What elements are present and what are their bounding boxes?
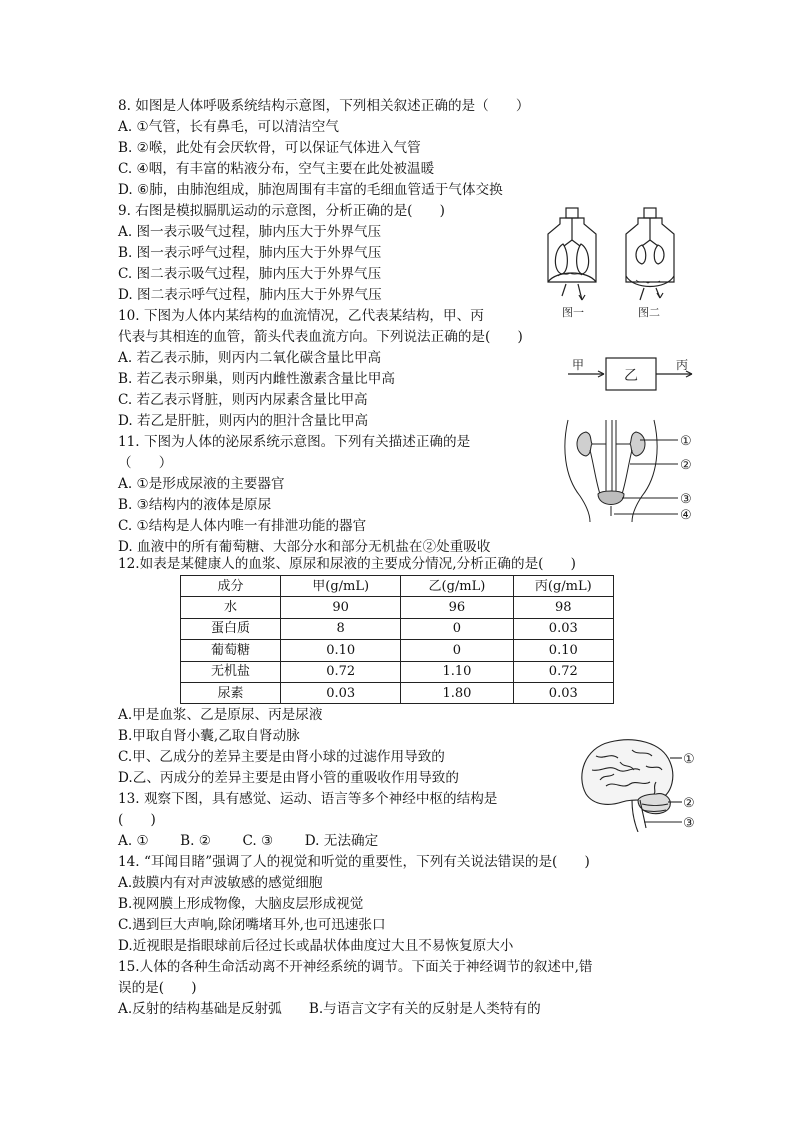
- table-cell: 0: [401, 640, 513, 661]
- q9-option-d: D. 图二表示呼气过程，肺内压大于外界气压: [118, 287, 382, 303]
- q10-option-c: C. 若乙表示肾脏，则丙内尿素含量比甲高: [118, 392, 368, 408]
- q12-option-a: A.甲是血浆、乙是原尿、丙是尿液: [118, 707, 323, 723]
- q9-option-c: C. 图二表示吸气过程，肺内压大于外界气压: [118, 266, 382, 282]
- q14-option-c: C.遇到巨大声响,除闭嘴堵耳外,也可迅速张口: [118, 917, 386, 933]
- q15-options-ab: A.反射的结构基础是反射弧 B.与语言文字有关的反射是人类特有的: [118, 1001, 541, 1017]
- q8-option-a: A. ①气管，长有鼻毛，可以清洁空气: [118, 119, 339, 135]
- table-cell: 0: [401, 618, 513, 639]
- blood-flow-diagram: [566, 352, 698, 396]
- q9-option-b: B. 图一表示呼气过程，肺内压大于外界气压: [118, 245, 382, 261]
- brain-label-2: ②: [683, 796, 695, 811]
- table-cell: 0.03: [513, 618, 613, 639]
- q14-option-a: A.鼓膜内有对声波敏感的感觉细胞: [118, 875, 323, 891]
- q10-option-b: B. 若乙表示卵巢，则丙内雌性激素含量比甲高: [118, 371, 395, 387]
- table-cell: 无机盐: [181, 661, 281, 682]
- q8-option-c: C. ④咽，有丰富的粘液分布，空气主要在此处被温暖: [118, 161, 435, 177]
- q13-stem-line2: ( ): [118, 812, 156, 828]
- q13-options: A. ① B. ② C. ③ D. 无法确定: [118, 833, 379, 849]
- brain-diagram: [576, 736, 706, 832]
- q13-stem-line1: 13. 观察下图，具有感觉、运动、语言等多个神经中枢的结构是: [118, 791, 498, 807]
- table-row: [181, 597, 614, 618]
- table-cell: 0.72: [513, 661, 613, 682]
- brain-label-3: ③: [683, 816, 695, 831]
- q12-option-b: B.甲取自肾小囊,乙取自肾动脉: [118, 728, 300, 744]
- composition-table: [180, 575, 614, 704]
- q14-stem: 14. “耳闻目睹”强调了人的视觉和听觉的重要性，下列有关说法错误的是( ): [118, 854, 590, 870]
- q14-option-d: D.近视眼是指眼球前后径过长或晶状体曲度过大且不易恢复原大小: [118, 938, 514, 954]
- table-cell: 0.10: [513, 640, 613, 661]
- table-cell: 0.03: [513, 682, 613, 703]
- bell-jar-diagram: [538, 206, 698, 324]
- table-cell: 8: [281, 618, 401, 639]
- table-header-cell: 甲(g/mL): [281, 576, 401, 597]
- q14-option-b: B.视网膜上形成物像，大脑皮层形成视觉: [118, 896, 364, 912]
- table-row: [181, 661, 614, 682]
- q10-option-d: D. 若乙是肝脏，则丙内的胆汁含量比甲高: [118, 413, 369, 429]
- q11-stem-line1: 11. 下图为人体的泌尿系统示意图。下列有关描述正确的是: [118, 434, 471, 450]
- urinary-label-2: ②: [680, 458, 692, 473]
- table-cell: 葡萄糖: [181, 640, 281, 661]
- q8-stem: 8. 如图是人体呼吸系统结构示意图，下列相关叙述正确的是（ ）: [118, 98, 530, 114]
- table-header-cell: 丙(g/mL): [513, 576, 613, 597]
- table-cell: 90: [281, 597, 401, 618]
- q12-option-c: C.甲、乙成分的差异主要是由肾小球的过滤作用导致的: [118, 749, 445, 765]
- q8-option-d: D. ⑥肺，由肺泡组成，肺泡周围有丰富的毛细血管适于气体交换: [118, 182, 503, 198]
- vessel-bing-label: 丙: [676, 358, 689, 372]
- table-header-cell: 乙(g/mL): [401, 576, 513, 597]
- table-cell: 尿素: [181, 682, 281, 703]
- q10-stem-line1: 10. 下图为人体内某结构的血流情况，乙代表某结构，甲、丙: [118, 308, 484, 324]
- q8-option-b: B. ②喉，此处有会厌软骨，可以保证气体进入气管: [118, 140, 421, 156]
- q15-stem-line1: 15.人体的各种生命活动离不开神经系统的调节。下面关于神经调节的叙述中,错: [118, 959, 593, 975]
- table-cell: 1.10: [401, 661, 513, 682]
- table-header-cell: 成分: [181, 576, 281, 597]
- vessel-jia-label: 甲: [572, 358, 585, 372]
- q11-option-a: A. ①是形成尿液的主要器官: [118, 476, 285, 492]
- q11-option-c: C. ①结构是人体内唯一有排泄功能的器官: [118, 518, 367, 534]
- table-cell: 96: [401, 597, 513, 618]
- fig1-label: 图一: [562, 306, 584, 319]
- q9-option-a: A. 图一表示吸气过程，肺内压大于外界气压: [118, 224, 382, 240]
- q10-stem-line2: 代表与其相连的血管，箭头代表血流方向。下列说法正确的是( ): [118, 329, 523, 345]
- table-header-row: [181, 576, 614, 597]
- table-cell: 0.03: [281, 682, 401, 703]
- table-cell: 98: [513, 597, 613, 618]
- table-cell: 0.72: [281, 661, 401, 682]
- urinary-label-1: ①: [680, 434, 692, 449]
- urinary-system-diagram: [560, 416, 710, 522]
- q12-option-d: D.乙、丙成分的差异主要是由肾小管的重吸收作用导致的: [118, 770, 459, 786]
- table-cell: 1.80: [401, 682, 513, 703]
- fig2-label: 图二: [638, 306, 660, 319]
- structure-yi-label: 乙: [624, 368, 638, 384]
- table-row: [181, 618, 614, 639]
- q11-option-b: B. ③结构内的液体是原尿: [118, 497, 272, 513]
- table-row: [181, 640, 614, 661]
- q11-stem-line2: （ ）: [118, 455, 173, 471]
- table-cell: 0.10: [281, 640, 401, 661]
- q9-stem: 9. 右图是模拟膈肌运动的示意图，分析正确的是( ): [118, 203, 445, 219]
- q10-option-a: A. 若乙表示肺，则丙内二氧化碳含量比甲高: [118, 350, 382, 366]
- q12-stem: 12.如表是某健康人的血浆、原尿和尿液的主要成分情况,分析正确的是( ): [118, 556, 576, 572]
- urinary-label-3: ③: [680, 492, 692, 507]
- table-cell: 蛋白质: [181, 618, 281, 639]
- q15-stem-line2: 误的是( ): [118, 980, 197, 996]
- urinary-label-4: ④: [680, 508, 692, 522]
- table-row: [181, 682, 614, 703]
- brain-label-1: ①: [683, 752, 695, 767]
- q11-option-d: D. 血液中的所有葡萄糖、大部分水和部分无机盐在②处重吸收: [118, 539, 491, 555]
- table-cell: 水: [181, 597, 281, 618]
